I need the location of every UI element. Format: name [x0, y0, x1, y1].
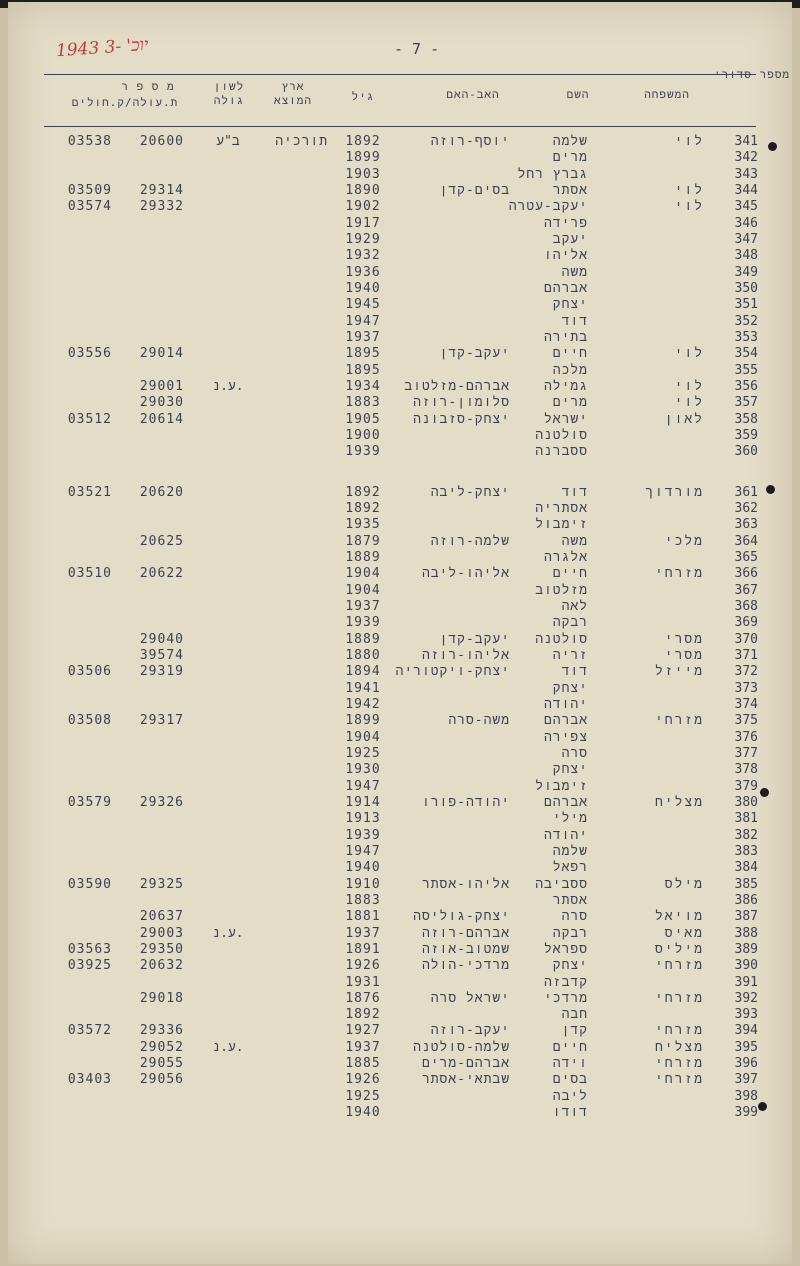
parents-names: יצחק-ליבה [430, 484, 510, 500]
serial-number: 375 [734, 713, 758, 729]
aliyah-number: 29003 [139, 925, 184, 941]
birth-year: 1903 [345, 166, 381, 182]
header-parents: האב-האם [446, 88, 500, 101]
serial-number: 372 [734, 664, 758, 680]
birth-year: 1892 [345, 1007, 381, 1023]
birth-year: 1937 [345, 329, 381, 345]
serial-number: 347 [734, 231, 758, 247]
aliyah-number: 29030 [139, 395, 184, 411]
aliyah-number: 29056 [139, 1072, 184, 1088]
parents-names: אברהם-מזלטוב [404, 378, 510, 394]
parents-names: יעקב-קדן [439, 631, 510, 647]
serial-number: 394 [734, 1023, 758, 1039]
serial-number: 397 [734, 1072, 758, 1088]
aliyah-number: 29350 [139, 941, 184, 957]
first-name: אסתריה [535, 500, 588, 516]
birth-year: 1947 [345, 313, 381, 329]
first-name: אברהם [543, 794, 588, 810]
first-name: משה [561, 533, 588, 549]
family-name: מסרי [664, 647, 704, 663]
birth-year: 1937 [345, 1039, 381, 1055]
serial-number: 370 [734, 631, 758, 647]
birth-year: 1934 [345, 378, 381, 394]
parents-names: יהודה-פורו [421, 794, 510, 810]
serial-number: 343 [734, 166, 758, 182]
first-name: ססברנה [535, 444, 588, 460]
birth-year: 1930 [345, 762, 381, 778]
first-name: אסתר [552, 892, 588, 908]
form-number: 03925 [67, 958, 112, 974]
serial-number: 368 [734, 598, 758, 614]
birth-year: 1937 [345, 598, 381, 614]
aliyah-number: 29001 [139, 378, 184, 394]
serial-number: 380 [734, 794, 758, 810]
family-name: מזרחי [654, 990, 704, 1006]
birth-year: 1910 [345, 876, 381, 892]
form-number: 03521 [67, 484, 112, 500]
first-name: צפירה [543, 729, 588, 745]
first-name: זימבול [535, 778, 588, 794]
first-name: רפאל [552, 860, 588, 876]
serial-number: 390 [734, 958, 758, 974]
birth-year: 1879 [345, 533, 381, 549]
first-name: דוד [561, 664, 588, 680]
aliyah-number: 29319 [139, 664, 184, 680]
birth-year: 1917 [345, 215, 381, 231]
birth-year: 1947 [345, 778, 381, 794]
birth-year: 1895 [345, 362, 381, 378]
form-number: 03509 [67, 182, 112, 198]
birth-year: 1904 [345, 729, 381, 745]
family-name: מייזל [654, 664, 704, 680]
first-name: יצחק [552, 762, 588, 778]
aliyah-number: 29014 [139, 346, 184, 362]
birth-year: 1894 [345, 664, 381, 680]
serial-number: 384 [734, 860, 758, 876]
first-name: רבקה [552, 925, 588, 941]
aliyah-number: 29317 [139, 713, 184, 729]
birth-year: 1880 [345, 647, 381, 663]
serial-number: 363 [734, 517, 758, 533]
serial-number: 396 [734, 1056, 758, 1072]
birth-year: 1931 [345, 974, 381, 990]
punch-hole-mark [758, 1102, 767, 1111]
form-number: 03512 [67, 411, 112, 427]
first-name: יעקב-עטרה [508, 199, 588, 215]
serial-number: 389 [734, 941, 758, 957]
parents-names: אליהו-אסתר [421, 876, 510, 892]
family-name: מסרי [664, 631, 704, 647]
parents-names: סלומון-רוזה [413, 395, 510, 411]
form-number: 03538 [67, 134, 112, 149]
serial-number: 353 [734, 329, 758, 345]
parents-names: בסים-קדן [439, 182, 510, 198]
aliyah-number: 29314 [139, 182, 184, 198]
aliyah-number: 20625 [139, 533, 184, 549]
birth-year: 1881 [345, 909, 381, 925]
first-name: אסתר [552, 182, 588, 198]
parents-names: שלמה-רוזה [430, 533, 510, 549]
serial-number: 346 [734, 215, 758, 231]
first-name: מלכה [552, 362, 588, 378]
form-number: 03574 [67, 199, 112, 215]
page-number: - 7 - [394, 40, 440, 58]
form-number: 03590 [67, 876, 112, 892]
language-note: ע.נ. [212, 925, 244, 941]
birth-year: 1939 [345, 827, 381, 843]
header-serial: מספר סדורי [714, 68, 791, 81]
parents-names: יעקב-קדן [439, 346, 510, 362]
serial-number: 349 [734, 264, 758, 280]
birth-year: 1940 [345, 1105, 381, 1121]
parents-names: יוסף-רוזה [430, 134, 510, 149]
birth-year: 1904 [345, 566, 381, 582]
first-name: בסים [552, 1072, 588, 1088]
birth-year: 1945 [345, 297, 381, 313]
serial-number: 354 [734, 346, 758, 362]
parents-names: יצחק-ויקטוריה [395, 664, 510, 680]
serial-number: 345 [734, 199, 758, 215]
serial-number: 360 [734, 444, 758, 460]
first-name: דוד [561, 313, 588, 329]
serial-number: 358 [734, 411, 758, 427]
aliyah-number: 29326 [139, 794, 184, 810]
aliyah-number: 20620 [139, 484, 184, 500]
header-age: גיל [351, 90, 375, 103]
birth-year: 1892 [345, 500, 381, 516]
parents-names: יצחק-גוליסה [413, 909, 510, 925]
family-name: מזרחי [654, 958, 704, 974]
serial-number: 379 [734, 778, 758, 794]
parents-names: שמטוב-אוזה [421, 941, 510, 957]
family-name: מויאל [654, 909, 704, 925]
serial-number: 355 [734, 362, 758, 378]
family-name: מזרחי [654, 1072, 704, 1088]
serial-number: 352 [734, 313, 758, 329]
language-note: ב"ע [216, 134, 240, 149]
first-name: סרה [561, 909, 588, 925]
family-name: לאון [664, 411, 704, 427]
serial-number: 364 [734, 533, 758, 549]
birth-year: 1939 [345, 615, 381, 631]
birth-year: 1929 [345, 231, 381, 247]
parents-names: יעקב-רוזה [430, 1023, 510, 1039]
first-name: שלמה [552, 843, 588, 859]
family-name: מצליח [654, 1039, 704, 1055]
serial-number: 391 [734, 974, 758, 990]
first-name: משה [561, 264, 588, 280]
serial-number: 348 [734, 248, 758, 264]
aliyah-number: 20632 [139, 958, 184, 974]
serial-number: 381 [734, 811, 758, 827]
birth-year: 1892 [345, 484, 381, 500]
birth-year: 1940 [345, 860, 381, 876]
language-note: ע.נ. [212, 378, 244, 394]
serial-number: 361 [734, 484, 758, 500]
first-name: חיים [552, 1039, 588, 1055]
serial-number: 365 [734, 549, 758, 565]
first-name: אליהו [543, 248, 588, 264]
serial-number: 386 [734, 892, 758, 908]
serial-number: 383 [734, 843, 758, 859]
parents-names: ישראל סרה [430, 990, 510, 1006]
parents-names: אליהו-רוזה [421, 647, 510, 663]
first-name: אלגרה [543, 549, 588, 565]
birth-year: 1902 [345, 199, 381, 215]
form-number: 03403 [67, 1072, 112, 1088]
serial-number: 356 [734, 378, 758, 394]
birth-year: 1914 [345, 794, 381, 810]
parents-names: שבתאי-אסתר [421, 1072, 510, 1088]
first-name: גברץ רחל [517, 166, 588, 182]
first-name: זימבול [535, 517, 588, 533]
aliyah-number: 29055 [139, 1056, 184, 1072]
serial-number: 382 [734, 827, 758, 843]
first-name: מזלטוב [535, 582, 588, 598]
serial-number: 359 [734, 427, 758, 443]
first-name: ישראל [543, 411, 588, 427]
serial-number: 385 [734, 876, 758, 892]
first-name: זריה [552, 647, 588, 663]
serial-number: 357 [734, 395, 758, 411]
serial-number: 369 [734, 615, 758, 631]
birth-year: 1926 [345, 1072, 381, 1088]
first-name: סולטנה [535, 427, 588, 443]
country-of-origin: תורכיה [275, 134, 328, 149]
birth-year: 1883 [345, 395, 381, 411]
parents-names: מרדכי-הולה [421, 958, 510, 974]
first-name: יהודה [543, 827, 588, 843]
first-name: מילי [552, 811, 588, 827]
family-name: מזרחי [654, 1056, 704, 1072]
parents-names: אליהו-ליבה [421, 566, 510, 582]
header-language: לשון גולה [213, 80, 245, 107]
birth-year: 1892 [345, 134, 381, 149]
birth-year: 1927 [345, 1023, 381, 1039]
first-name: יצחק [552, 680, 588, 696]
family-name: מזרחי [654, 566, 704, 582]
birth-year: 1889 [345, 631, 381, 647]
serial-number: 342 [734, 150, 758, 166]
family-name: לוי [674, 346, 704, 362]
family-name: לוי [674, 378, 704, 394]
birth-year: 1925 [345, 1088, 381, 1104]
serial-number: 387 [734, 909, 758, 925]
first-name: קדבזה [543, 974, 588, 990]
family-name: לוי [674, 182, 704, 198]
form-number: 03508 [67, 713, 112, 729]
first-name: וידה [552, 1056, 588, 1072]
first-name: יצחק [552, 297, 588, 313]
birth-year: 1941 [345, 680, 381, 696]
birth-year: 1940 [345, 280, 381, 296]
first-name: סולטנה [535, 631, 588, 647]
form-number: 03556 [67, 346, 112, 362]
birth-year: 1899 [345, 150, 381, 166]
aliyah-number: 29018 [139, 990, 184, 1006]
aliyah-number: 39574 [139, 647, 184, 663]
birth-year: 1926 [345, 958, 381, 974]
birth-year: 1895 [345, 346, 381, 362]
first-name: רבקה [552, 615, 588, 631]
first-name: חבה [561, 1007, 588, 1023]
birth-year: 1899 [345, 713, 381, 729]
first-name: פרידה [543, 215, 588, 231]
birth-year: 1890 [345, 182, 381, 198]
serial-number: 377 [734, 745, 758, 761]
birth-year: 1936 [345, 264, 381, 280]
birth-year: 1876 [345, 990, 381, 1006]
header-name: השם [566, 88, 590, 101]
family-name: מילס [664, 876, 704, 892]
family-name: לוי [674, 134, 704, 149]
serial-number: 371 [734, 647, 758, 663]
aliyah-number: 29332 [139, 199, 184, 215]
aliyah-number: 20600 [139, 134, 184, 149]
serial-number: 376 [734, 729, 758, 745]
aliyah-number: 29325 [139, 876, 184, 892]
aliyah-number: 20622 [139, 566, 184, 582]
birth-year: 1889 [345, 549, 381, 565]
birth-year: 1883 [345, 892, 381, 908]
parents-names: שלמה-סולטנה [413, 1039, 510, 1055]
serial-number: 388 [734, 925, 758, 941]
first-name: בתירה [543, 329, 588, 345]
family-name: מלכי [664, 533, 704, 549]
first-name: אברהם [543, 280, 588, 296]
birth-year: 1935 [345, 517, 381, 533]
header-numbers-top: מ ס פ ר [121, 80, 175, 93]
family-name: לוי [674, 199, 704, 215]
header-numbers-bottom: ת.עולה/ק.חולים [71, 96, 179, 109]
family-name: מורדוך [645, 484, 704, 500]
serial-number: 395 [734, 1039, 758, 1055]
serial-number: 373 [734, 680, 758, 696]
first-name: ססביבה [535, 876, 588, 892]
form-number: 03506 [67, 664, 112, 680]
header-top-rule [44, 74, 756, 75]
form-number: 03563 [67, 941, 112, 957]
birth-year: 1939 [345, 444, 381, 460]
aliyah-number: 29040 [139, 631, 184, 647]
serial-number: 399 [734, 1105, 758, 1121]
serial-number: 374 [734, 696, 758, 712]
aliyah-number: 29336 [139, 1023, 184, 1039]
serial-number: 344 [734, 182, 758, 198]
header-country: ארץ המוצא [273, 80, 312, 107]
birth-year: 1885 [345, 1056, 381, 1072]
first-name: קדן [561, 1023, 588, 1039]
serial-number: 366 [734, 566, 758, 582]
parents-names: אברהם-רוזה [421, 925, 510, 941]
first-name: יהודה [543, 696, 588, 712]
first-name: ספראל [543, 941, 588, 957]
birth-year: 1947 [345, 843, 381, 859]
first-name: מרדכי [543, 990, 588, 1006]
header-bottom-rule [44, 126, 756, 127]
family-name: לוי [674, 395, 704, 411]
family-name: מזרחי [654, 713, 704, 729]
family-name: מאיס [664, 925, 704, 941]
serial-number: 392 [734, 990, 758, 1006]
form-number: 03510 [67, 566, 112, 582]
birth-year: 1900 [345, 427, 381, 443]
punch-hole-mark [766, 485, 775, 494]
first-name: שלמה [552, 134, 588, 149]
family-name: מצליח [654, 794, 704, 810]
aliyah-number: 20614 [139, 411, 184, 427]
serial-number: 367 [734, 582, 758, 598]
birth-year: 1942 [345, 696, 381, 712]
serial-number: 393 [734, 1007, 758, 1023]
first-name: מרים [552, 395, 588, 411]
birth-year: 1905 [345, 411, 381, 427]
serial-number: 378 [734, 762, 758, 778]
birth-year: 1904 [345, 582, 381, 598]
parents-names: יצחק-סזבונה [413, 411, 510, 427]
first-name: יעקב [552, 231, 588, 247]
serial-number: 398 [734, 1088, 758, 1104]
birth-year: 1932 [345, 248, 381, 264]
language-note: ע.נ. [212, 1039, 244, 1055]
first-name: גמילה [543, 378, 588, 394]
first-name: לאה [561, 598, 588, 614]
serial-number: 362 [734, 500, 758, 516]
serial-number: 351 [734, 297, 758, 313]
parents-names: משה-סרה [448, 713, 510, 729]
serial-number: 350 [734, 280, 758, 296]
first-name: אברהם [543, 713, 588, 729]
first-name: דודו [552, 1105, 588, 1121]
birth-year: 1937 [345, 925, 381, 941]
punch-hole-mark [760, 788, 769, 797]
form-number: 03572 [67, 1023, 112, 1039]
family-name: מיליס [654, 941, 704, 957]
first-name: מרים [552, 150, 588, 166]
first-name: ליבה [552, 1088, 588, 1104]
first-name: חיים [552, 566, 588, 582]
first-name: חיים [552, 346, 588, 362]
first-name: סרה [561, 745, 588, 761]
aliyah-number: 29052 [139, 1039, 184, 1055]
birth-year: 1925 [345, 745, 381, 761]
birth-year: 1913 [345, 811, 381, 827]
first-name: יצחק [552, 958, 588, 974]
form-number: 03579 [67, 794, 112, 810]
first-name: דוד [561, 484, 588, 500]
header-family: המשפחה [644, 88, 690, 101]
handwritten-note: 1943 יוכ' -3 [55, 34, 150, 62]
punch-hole-mark [768, 142, 777, 151]
family-name: מזרחי [654, 1023, 704, 1039]
serial-number: 341 [734, 134, 758, 149]
birth-year: 1891 [345, 941, 381, 957]
aliyah-number: 20637 [139, 909, 184, 925]
parents-names: אברהם-מרים [421, 1056, 510, 1072]
